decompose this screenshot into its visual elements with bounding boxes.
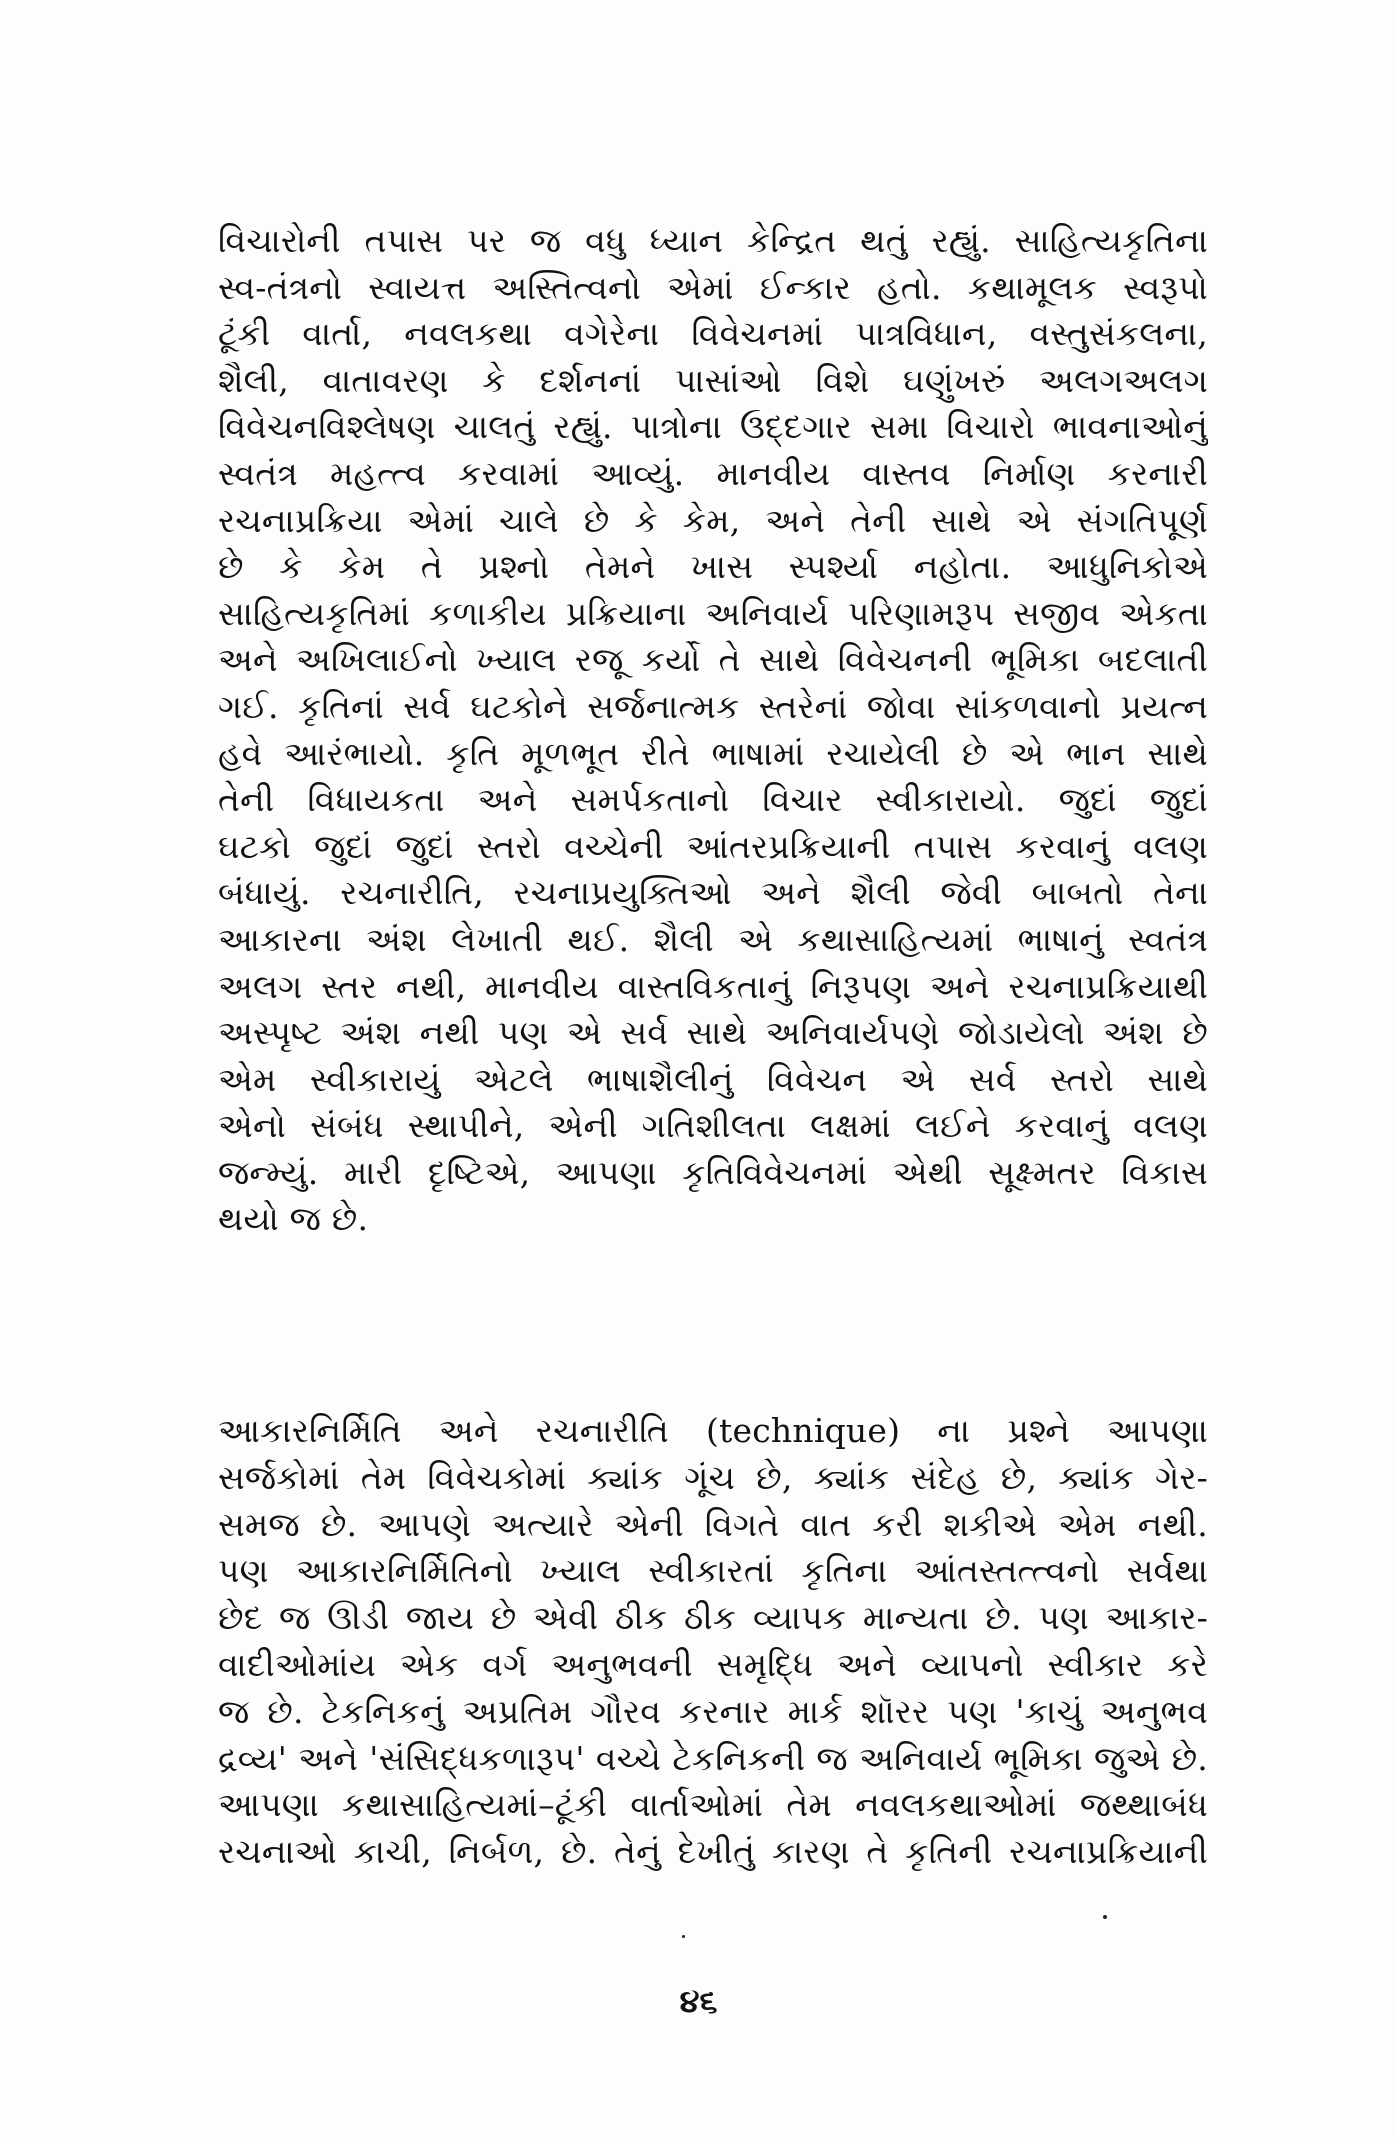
text-line: સ્વતંત્ર મહત્ત્વ કરવામાં આવ્યું. માનવીય વાસ્તવ નિર્માણ કરનારી (218, 453, 1208, 493)
text-line: છે કે કેમ તે પ્રશ્નો તેમને ખાસ સ્પર્શ્યા નહોતા. આધુનિકોએ (218, 547, 1208, 587)
print-speck (682, 1935, 685, 1938)
text-line: છેદ જ ઊડી જાય છે એવી ઠીક ઠીક વ્યાપક માન્યતા છે. પણ આકાર- (218, 1598, 1208, 1638)
text-line: વિવેચનવિશ્લેષણ ચાલતું રહ્યું. પાત્રોના ઉદ્દગાર સમા વિચારો ભાવનાઓનું (218, 407, 1208, 447)
text-line: ટૂંકી વાર્તા, નવલકથા વગેરેના વિવેચનમાં પાત્રવિધાન, વસ્તુસંકલના, (218, 314, 1208, 354)
body-paragraph-2 (218, 1408, 1208, 1876)
text-line: આકારનિર્મિતિ અને રચનારીતિ (technique) ના પ્રશ્ને આપણા (218, 1411, 1208, 1450)
text-line: તેની વિધાયકતા અને સમર્પકતાનો વિચાર સ્વીકારાયો. જુદાં જુદાં (218, 780, 1208, 820)
text-line: હવે આરંભાયો. કૃતિ મૂળભૂત રીતે ભાષામાં રચાયેલી છે એ ભાન સાથે (218, 733, 1208, 773)
text-line: સમજ છે. આપણે અત્યારે એની વિગતે વાત કરી શકીએ એમ નથી. (218, 1504, 1208, 1544)
text-line: જન્મ્યું. મારી દૃષ્ટિએ, આપણા કૃતિવિવેચનમાં એથી સૂક્ષ્મતર વિકાસ (218, 1152, 1208, 1192)
text-line: સ્વ-તંત્રનો સ્વાયત્ત અસ્તિત્વનો એમાં ઈન્કાર હતો. કથામૂલક સ્વરૂપો (218, 267, 1208, 307)
text-line: વાદીઓમાંય એક વર્ગ અનુભવની સમૃદ્ધિ અને વ્યાપનો સ્વીકાર કરે (218, 1644, 1208, 1684)
text-line: એમ સ્વીકારાયું એટલે ભાષાશૈલીનું વિવેચન એ સર્વ સ્તરો સાથે (218, 1059, 1208, 1099)
text-line: એનો સંબંધ સ્થાપીને, એની ગતિશીલતા લક્ષમાં લઈને કરવાનું વલણ (218, 1106, 1208, 1146)
text-line: અસ્પૃષ્ટ અંશ નથી પણ એ સર્વ સાથે અનિવાર્યપણે જોડાયેલો અંશ છે (218, 1013, 1208, 1053)
text-line: જ છે. ટેકનિકનું અપ્રતિમ ગૌરવ કરનાર માર્ક શૉરર પણ 'કાચું અનુભવ (218, 1691, 1208, 1731)
page-number: ૪૬ (679, 1982, 718, 2020)
text-line: આપણા કથાસાહિત્યમાં–ટૂંકી વાર્તાઓમાં તેમ નવલકથાઓમાં જથ્થાબંધ (218, 1785, 1208, 1825)
text-line: આકારના અંશ લેખાતી થઈ. શૈલી એ કથાસાહિત્યમાં ભાષાનું સ્વતંત્ર (218, 919, 1208, 959)
text-line: રચનાઓ કાચી, નિર્બળ, છે. તેનું દેખીતું કારણ તે કૃતિની રચનાપ્રક્રિયાની (218, 1832, 1208, 1872)
text-line: સાહિત્યકૃતિમાં કળાકીય પ્રક્રિયાના અનિવાર્ય પરિણામરૂપ સજીવ એકતા (218, 593, 1208, 633)
text-line: અલગ સ્તર નથી, માનવીય વાસ્તવિકતાનું નિરૂપણ અને રચનાપ્રક્રિયાથી (218, 966, 1208, 1006)
text-line: પણ આકારનિર્મિતિનો ખ્યાલ સ્વીકારતાં કૃતિના આંતસ્તત્ત્વનો સર્વથા (218, 1551, 1208, 1591)
text-line: ઘટકો જુદાં જુદાં સ્તરો વચ્ચેની આંતરપ્રક્રિયાની તપાસ કરવાનું વલણ (218, 826, 1208, 866)
text-line: દ્રવ્ય' અને 'સંસિદ્ધકળારૂપ' વચ્ચે ટેકનિકની જ અનિવાર્ય ભૂમિકા જુએ છે. (218, 1738, 1208, 1778)
text-line: રચનાપ્રક્રિયા એમાં ચાલે છે કે કેમ, અને તેની સાથે એ સંગતિપૂર્ણ (218, 500, 1208, 540)
text-line: સર્જકોમાં તેમ વિવેચકોમાં ક્યાંક ગૂંચ છે, ક્યાંક સંદેહ છે, ક્યાંક ગેર- (218, 1457, 1208, 1497)
text-line: બંધાયું. રચનારીતિ, રચનાપ્રયુક્તિઓ અને શૈલી જેવી બાબતો તેના (218, 873, 1208, 913)
text-line: શૈલી, વાતાવરણ કે દર્શનનાં પાસાંઓ વિશે ઘણુંખરું અલગઅલગ (218, 360, 1208, 400)
text-line: અને અખિલાઈનો ખ્યાલ રજૂ કર્યો તે સાથે વિવેચનની ભૂમિકા બદલાતી (218, 640, 1208, 680)
print-speck (1103, 1915, 1107, 1919)
text-line: વિચારોની તપાસ પર જ વધુ ધ્યાન કેન્દ્રિત થતું રહ્યું. સાહિત્યકૃતિના (218, 221, 1208, 260)
text-line: ગઈ. કૃતિનાં સર્વ ઘટકોને સર્જનાત્મક સ્તરેનાં જોવા સાંકળવાનો પ્રયત્ન (218, 686, 1208, 726)
text-line: થયો જ છે. (218, 1199, 369, 1239)
body-paragraph-1 (218, 218, 1208, 1243)
